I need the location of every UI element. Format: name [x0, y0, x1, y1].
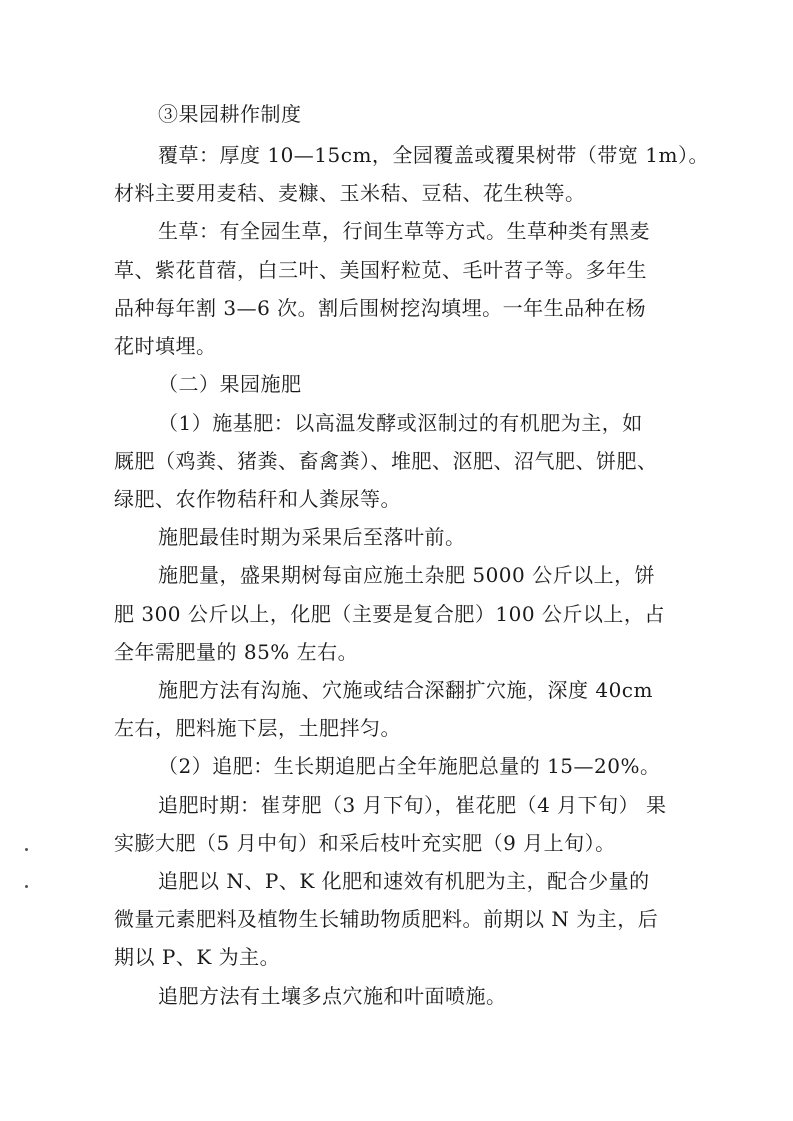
- paragraph-line: 覆草：厚度 10—15cm，全园覆盖或覆果树带（带宽 1m）。: [158, 143, 709, 167]
- paragraph-line: 施肥最佳时期为采果后至落叶前。: [158, 525, 466, 549]
- paragraph-line: 期以 P、K 为主。: [114, 945, 281, 969]
- paragraph-line: 花时填埋。: [114, 334, 217, 358]
- section-heading-orchard-fertilization: （二）果园施肥: [158, 372, 302, 396]
- paragraph-line: 追肥时期：崔芽肥（3 月下旬），崔花肥（4 月下旬） 果: [158, 793, 667, 817]
- paragraph-line: 左右，肥料施下层，土肥拌匀。: [114, 716, 401, 740]
- paragraph-line: 全年需肥量的 85% 左右。: [114, 640, 359, 664]
- paragraph-line: 绿肥、农作物秸秆和人粪尿等。: [114, 487, 401, 511]
- paragraph-line: 施肥量，盛果期树每亩应施土杂肥 5000 公斤以上，饼: [158, 563, 656, 587]
- section-heading-orchard-tillage: ③果园耕作制度: [158, 102, 302, 126]
- paragraph-line: 实膨大肥（5 月中旬）和采后枝叶充实肥（9 月上旬）。: [114, 831, 616, 855]
- paragraph-line: 追肥以 N、P、K 化肥和速效有机肥为主，配合少量的: [158, 869, 650, 893]
- paragraph-line: 施肥方法有沟施、穴施或结合深翻扩穴施，深度 40cm: [158, 678, 653, 702]
- binding-hole-mark: [25, 848, 28, 851]
- paragraph-line: 生草：有全园生草，行间生草等方式。生草种类有黑麦: [158, 219, 650, 243]
- paragraph-line: （1）施基肥：以高温发酵或沤制过的有机肥为主，如: [158, 411, 643, 435]
- paragraph-line: 草、紫花苜蓿，白三叶、美国籽粒苋、毛叶苕子等。多年生: [114, 258, 647, 282]
- paragraph-line: 肥 300 公斤以上，化肥（主要是复合肥）100 公斤以上，占: [114, 602, 665, 626]
- paragraph-line: （2）追肥：生长期追肥占全年施肥总量的 15—20%。: [158, 754, 661, 778]
- paragraph-line: 材料主要用麦秸、麦糠、玉米秸、豆秸、花生秧等。: [114, 181, 586, 205]
- paragraph-line: 品种每年割 3—6 次。割后围树挖沟填埋。一年生品种在杨: [114, 296, 647, 320]
- paragraph-line: 厩肥（鸡粪、猪粪、畜禽粪）、堆肥、沤肥、沼气肥、饼肥、: [114, 449, 658, 473]
- binding-hole-mark: [25, 885, 28, 888]
- paragraph-line: 微量元素肥料及植物生长辅助物质肥料。前期以 N 为主，后: [114, 907, 659, 931]
- paragraph-line: 追肥方法有土壤多点穴施和叶面喷施。: [158, 984, 507, 1008]
